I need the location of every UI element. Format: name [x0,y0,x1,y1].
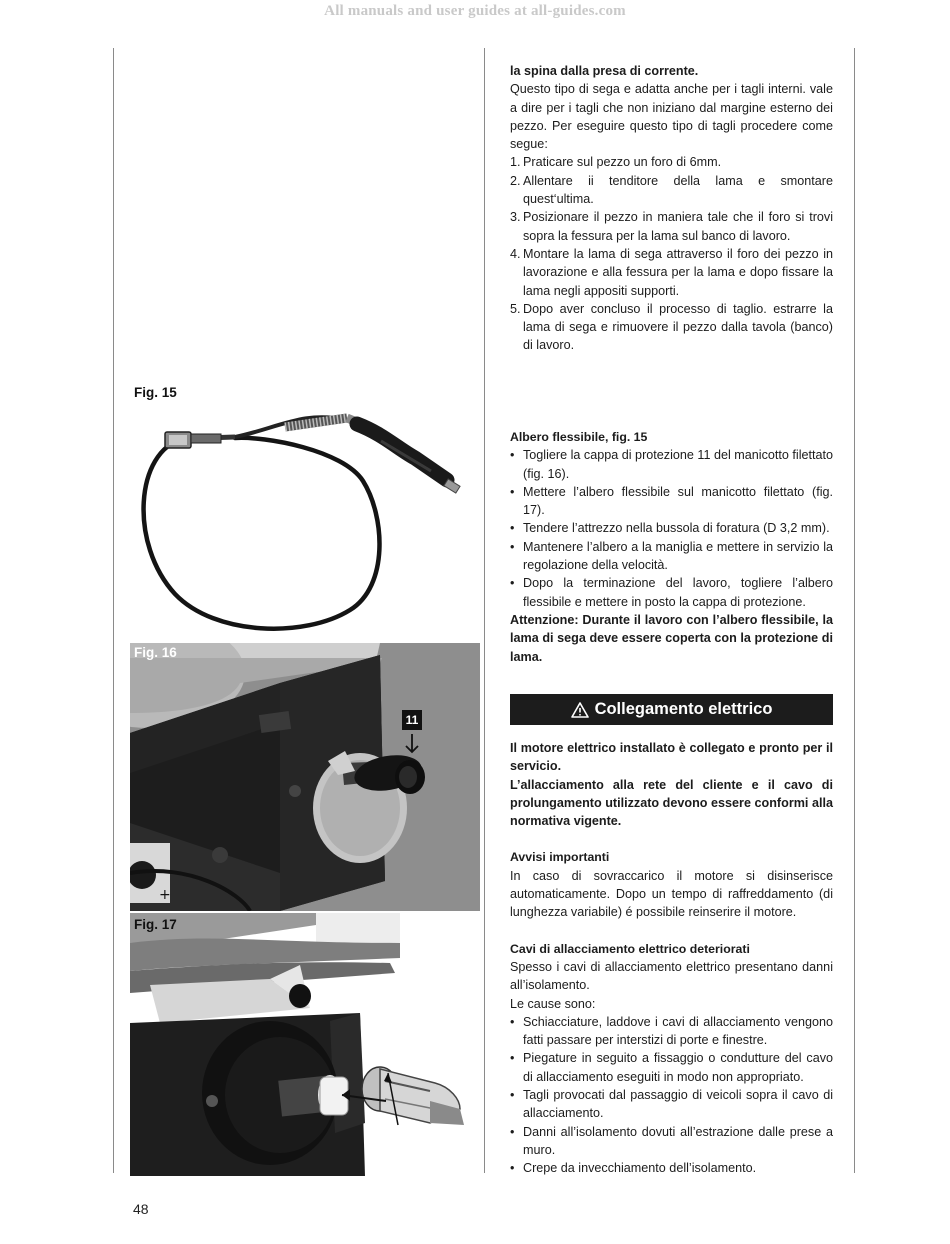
fig15-chuck-end [165,432,221,448]
fig16-photo [130,643,480,911]
electrical-section-title: Collegamento elettrico [594,700,773,718]
causes-label: Le cause sono: [510,996,596,1011]
warning-triangle-icon [571,702,589,718]
list-item: 2. Allentare ii tenditore della lama e smontare quest‘ultima. [510,173,833,207]
notes-heading: Avvisi importanti [510,850,610,865]
list-item: 3. Posizionare il pezzo in maniera tale che il foro si trovi sopra la fessura per la lama sul banco di lavoro. [510,210,833,243]
column-divider-rule [484,48,485,1173]
fig16-callout-badge: 11 [402,710,422,730]
electrical-section [510,739,833,1178]
fig17-label: Fig. 17 [134,917,177,932]
internal-cuts-section [510,62,833,355]
fig15-label: Fig. 15 [134,385,177,400]
fig16-label: Fig. 16 [134,645,177,660]
list-item: • Crepe da invecchiamento dell’isolamento. [510,1159,833,1177]
list-item: • Togliere la cappa di protezione 11 del manicotto filettato (fig. 16). [510,446,833,483]
list-item: • Mantenere l’albero a la maniglia e mettere in servizio la regolazione della velocità. [510,538,833,575]
arrow-down-icon [404,733,420,755]
svg-text:+: + [159,887,171,903]
list-item: • Dopo la terminazione del lavoro, togliere l’albero flessibile e mettere in posto la cappa di protezione. [510,574,833,611]
watermark: All manuals and user guides at all-guides.com [324,3,626,19]
fig15-flexible-shaft-illustration [135,396,480,636]
internal-cuts-steps [510,153,833,354]
right-margin-rule [854,48,855,1173]
notes-text: In caso di sovraccarico il motore si disinserisce automaticamente. Dopo un tempo di raffreddamento (di lunghezza variabile) é possibile reinserire il motore. [510,868,833,920]
flex-shaft-heading: Albero flessibile, fig. 15 [510,430,648,444]
list-item: • Mettere l’albero flessibile sul manicotto filettato (fig. 17). [510,483,833,520]
electrical-intro-2: L’allacciamento alla rete del cliente e il cavo di prolungamento utilizzato devono essere conformi alla normativa vigente. [510,777,833,829]
electrical-intro: Il motore elettrico installato è collegato e pronto per il servicio. [510,741,833,774]
list-item: 5. Dopo aver concluso il processo di taglio. estrarre la lama di sega e rimuovere il pezzo dalla tavola (banco) di lavoro. [510,301,833,353]
fig17-photo [130,913,480,1176]
list-item: • Piegature in seguito a fissaggio o condutture del cavo di allacciamento eseguiti in modo non appropriato. [510,1049,833,1086]
list-item: • Schiacciature, laddove i cavi di allacciamento vengono fatti passare per interstizi di porte e finestre. [510,1013,833,1050]
internal-cuts-intro: Questo tipo di sega e adatta anche per i tagli interni. vale a dire per i tagli che non iniziano dal margine esterno dei pezzo. Per eseguire questo tipo di tagli procedere come segue: [510,82,833,152]
spacer [510,830,833,848]
left-margin-rule [113,48,114,1173]
list-item: • Tagli provocati dal passaggio di veicoli sopra il cavo di allacciamento. [510,1086,833,1123]
cables-heading: Cavi di allacciamento elettrico deteriorati [510,941,750,956]
page-number: 48 [133,1201,149,1217]
cables-text: Spesso i cavi di allacciamento elettrico presentano danni all’isolamento. [510,959,833,993]
electrical-section-header [510,694,833,725]
list-item: 4. Montare la lama di sega attraverso il foro dei pezzo in lavorazione e alla fessura per la lama e dopo fissare la lama negli appositi supporti. [510,246,833,298]
spacer [510,922,833,940]
flex-shaft-warning: Attenzione: Durante il lavoro con l’albero flessibile, la lama di sega deve essere coperta con la protezione di lama. [510,612,833,664]
flex-shaft-section [510,428,833,666]
internal-cuts-lead: la spina dalla presa di corrente. [510,64,699,78]
list-item: 1. Praticare sul pezzo un foro di 6mm. [510,155,722,170]
list-item: • Danni all’isolamento dovuti all’estrazione dalle prese a muro. [510,1123,833,1160]
causes-list [510,1013,833,1178]
flex-shaft-bullets [510,446,833,611]
list-item: • Tendere l’attrezzo nella bussola di foratura (D 3,2 mm). [510,519,833,537]
